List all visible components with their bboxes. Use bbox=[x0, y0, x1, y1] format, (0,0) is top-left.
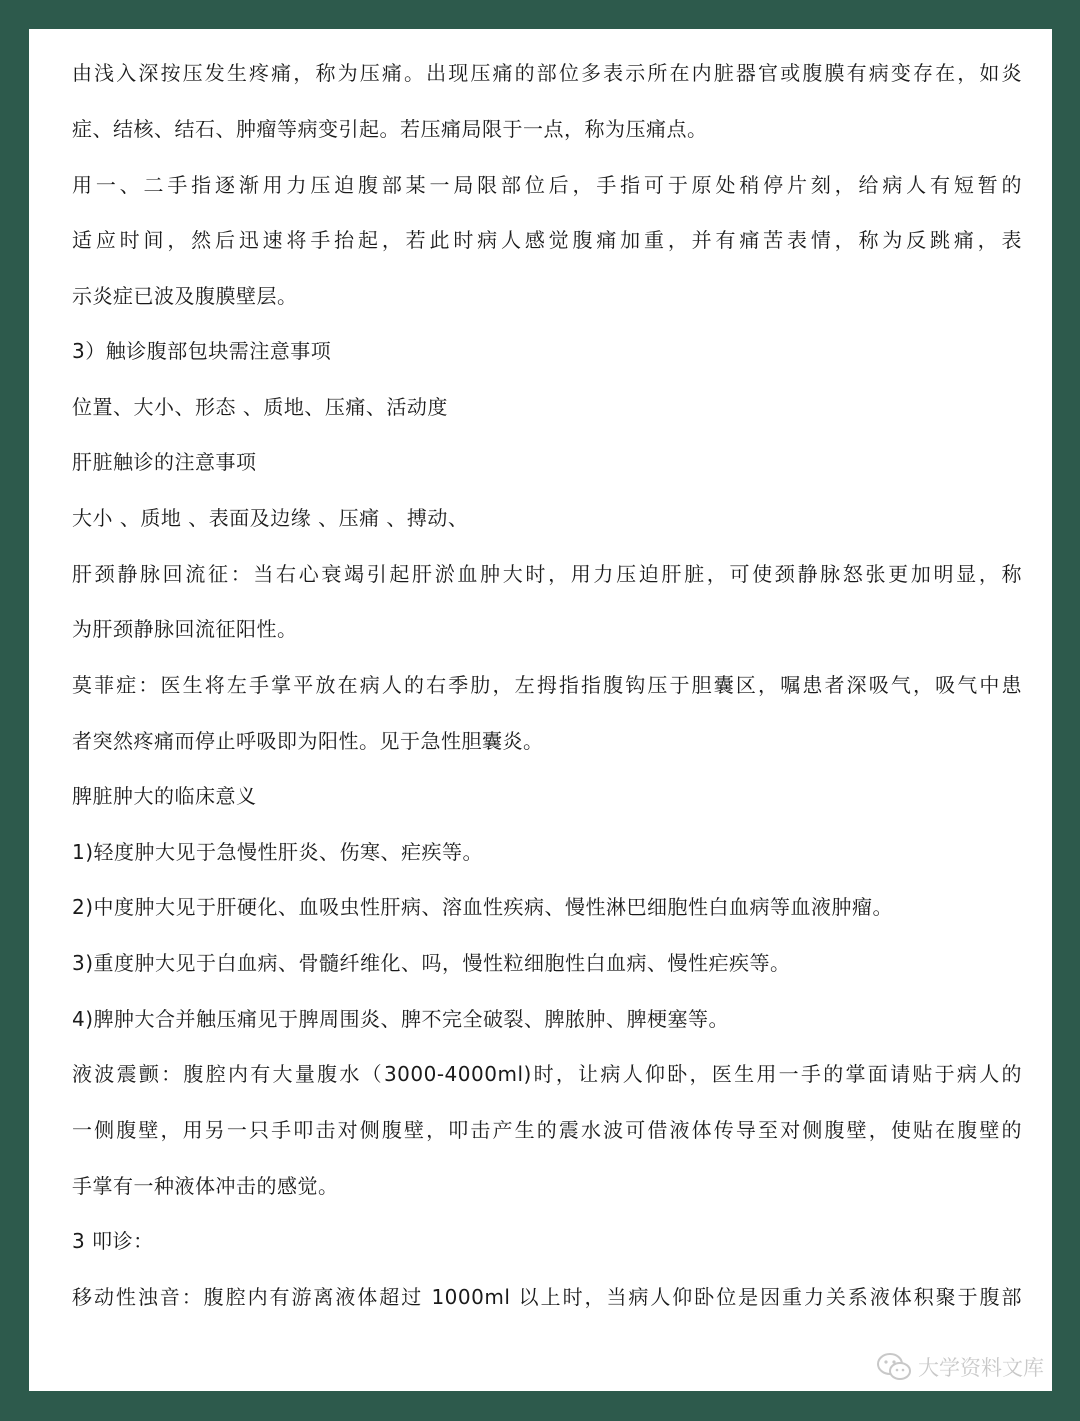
text-line: 肝颈静脉回流征：当右心衰竭引起肝淤血肿大时，用力压迫肝脏，可使颈静脉怒张更加明显，称 bbox=[72, 562, 1022, 586]
text-line: 大小 、质地 、表面及边缘 、压痛 、搏动、 bbox=[72, 506, 469, 530]
text-line: 一侧腹壁，用另一只手叩击对侧腹壁，叩击产生的震水波可借液体传导至对侧腹壁，使贴在腹壁的 bbox=[72, 1118, 1022, 1142]
wechat-icon bbox=[876, 1352, 912, 1382]
text-line: 用一、二手指逐渐用力压迫腹部某一局限部位后，手指可于原处稍停片刻，给病人有短暂的 bbox=[72, 173, 1022, 197]
text-line: 移动性浊音：腹腔内有游离液体超过 1000ml 以上时，当病人仰卧位是因重力关系液体积聚于腹部 bbox=[72, 1285, 1022, 1309]
text-line: 为肝颈静脉回流征阳性。 bbox=[72, 617, 298, 641]
text-line: 由浅入深按压发生疼痛，称为压痛。出现压痛的部位多表示所在内脏器官或腹膜有病变存在，如炎 bbox=[72, 61, 1022, 85]
list-item: 3)重度肿大见于白血病、骨髓纤维化、吗，慢性粒细胞性白血病、慢性疟疾等。 bbox=[72, 951, 791, 975]
text-line: 适应时间，然后迅速将手抬起，若此时病人感觉腹痛加重，并有痛苦表情，称为反跳痛，表 bbox=[72, 228, 1022, 252]
text-line: 手掌有一种液体冲击的感觉。 bbox=[72, 1174, 339, 1198]
list-item: 4)脾肿大合并触压痛见于脾周围炎、脾不完全破裂、脾脓肿、脾梗塞等。 bbox=[72, 1007, 730, 1031]
document-page bbox=[29, 29, 1052, 1391]
watermark-text: 大学资料文库 bbox=[918, 1356, 1044, 1380]
list-item: 1)轻度肿大见于急慢性肝炎、伤寒、疟疾等。 bbox=[72, 840, 484, 864]
text-line: 液波震颤：腹腔内有大量腹水（3000-4000ml)时，让病人仰卧，医生用一手的掌面请贴于病人的 bbox=[72, 1062, 1022, 1086]
watermark bbox=[876, 1349, 1044, 1385]
text-line: 位置、大小、形态 、质地、压痛、活动度 bbox=[72, 395, 448, 419]
text-line: 症、结核、结石、肿瘤等病变引起。若压痛局限于一点，称为压痛点。 bbox=[72, 117, 708, 141]
list-item: 2)中度肿大见于肝硬化、血吸虫性肝病、溶血性疾病、慢性淋巴细胞性白血病等血液肿瘤。 bbox=[72, 895, 894, 919]
section-heading: 3 叩诊： bbox=[72, 1229, 154, 1253]
text-line: 者突然疼痛而停止呼吸即为阳性。见于急性胆囊炎。 bbox=[72, 729, 544, 753]
text-line: 莫菲症：医生将左手掌平放在病人的右季肋，左拇指指腹钩压于胆囊区，嘱患者深吸气，吸气中患 bbox=[72, 673, 1022, 697]
text-line: 示炎症已波及腹膜壁层。 bbox=[72, 284, 298, 308]
section-heading: 3）触诊腹部包块需注意事项 bbox=[72, 339, 332, 363]
section-heading: 脾脏肿大的临床意义 bbox=[72, 784, 257, 808]
section-heading: 肝脏触诊的注意事项 bbox=[72, 450, 257, 474]
